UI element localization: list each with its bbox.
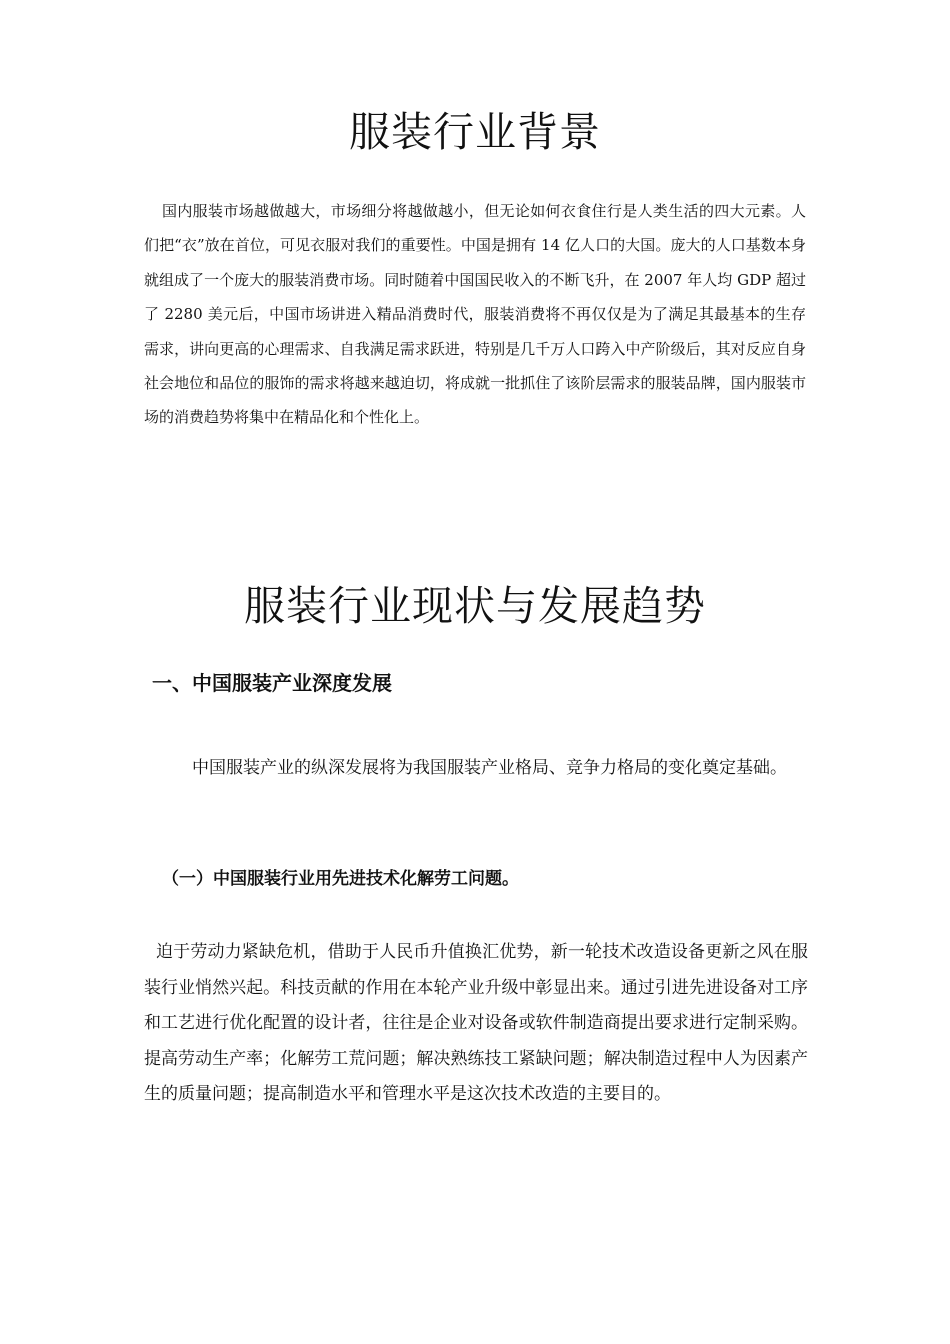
section-heading-1: 一、中国服装产业深度发展 (152, 671, 392, 695)
paragraph-subsection-1-body: 迫于劳动力紧缺危机，借助于人民币升值换汇优势，新一轮技术改造设备更新之风在服装行业悄然兴起。科技贡献的作用在本轮产业升级中彰显出来。通过引进先进设备对工序和工艺进行优化配置的设计者，往往是企业对设备或软件制造商提出要求进行定制采购。提高劳动生产率；化解劳工荒问题；解决熟练技工紧缺问题；解决制造过程中人为因素产生的质量问题；提高制造水平和管理水平是这次技术改造的主要目的。 (144, 942, 808, 1104)
paragraph-industry-background: 国内服装市场越做越大，市场细分将越做越小，但无论如何衣食住行是人类生活的四大元素。人们把“衣”放在首位，可见衣服对我们的重要性。中国是拥有 14 亿人口的大国。庞大的人口基数本身就组成了一个庞大的服装消费市场。同时随着中国国民收入的不断飞升，在 2007 年人均 GDP 超过了 2280 美元后，中国市场讲进入精品消费时代，服装消费将不再仅仅是为了满足其最基本的生存需求，讲向更高的心理需求、自我满足需求跃进，特别是几千万人口跨入中产阶级后，其对反应自身社会地位和品位的服饰的需求将越来越迫切，将成就一批抓住了该阶层需求的服装品牌，国内服装市场的消费趋势将集中在精品化和个性化上。 (144, 202, 806, 427)
title-industry-background: 服装行业背景 (349, 108, 601, 156)
subsection-heading-1: （一）中国服装行业用先进技术化解劳工问题。 (162, 869, 519, 889)
paragraph-section-1-intro: 中国服装产业的纵深发展将为我国服装产业格局、竞争力格局的变化奠定基础。 (192, 758, 787, 778)
title-industry-status-trends: 服装行业现状与发展趋势 (244, 582, 706, 630)
